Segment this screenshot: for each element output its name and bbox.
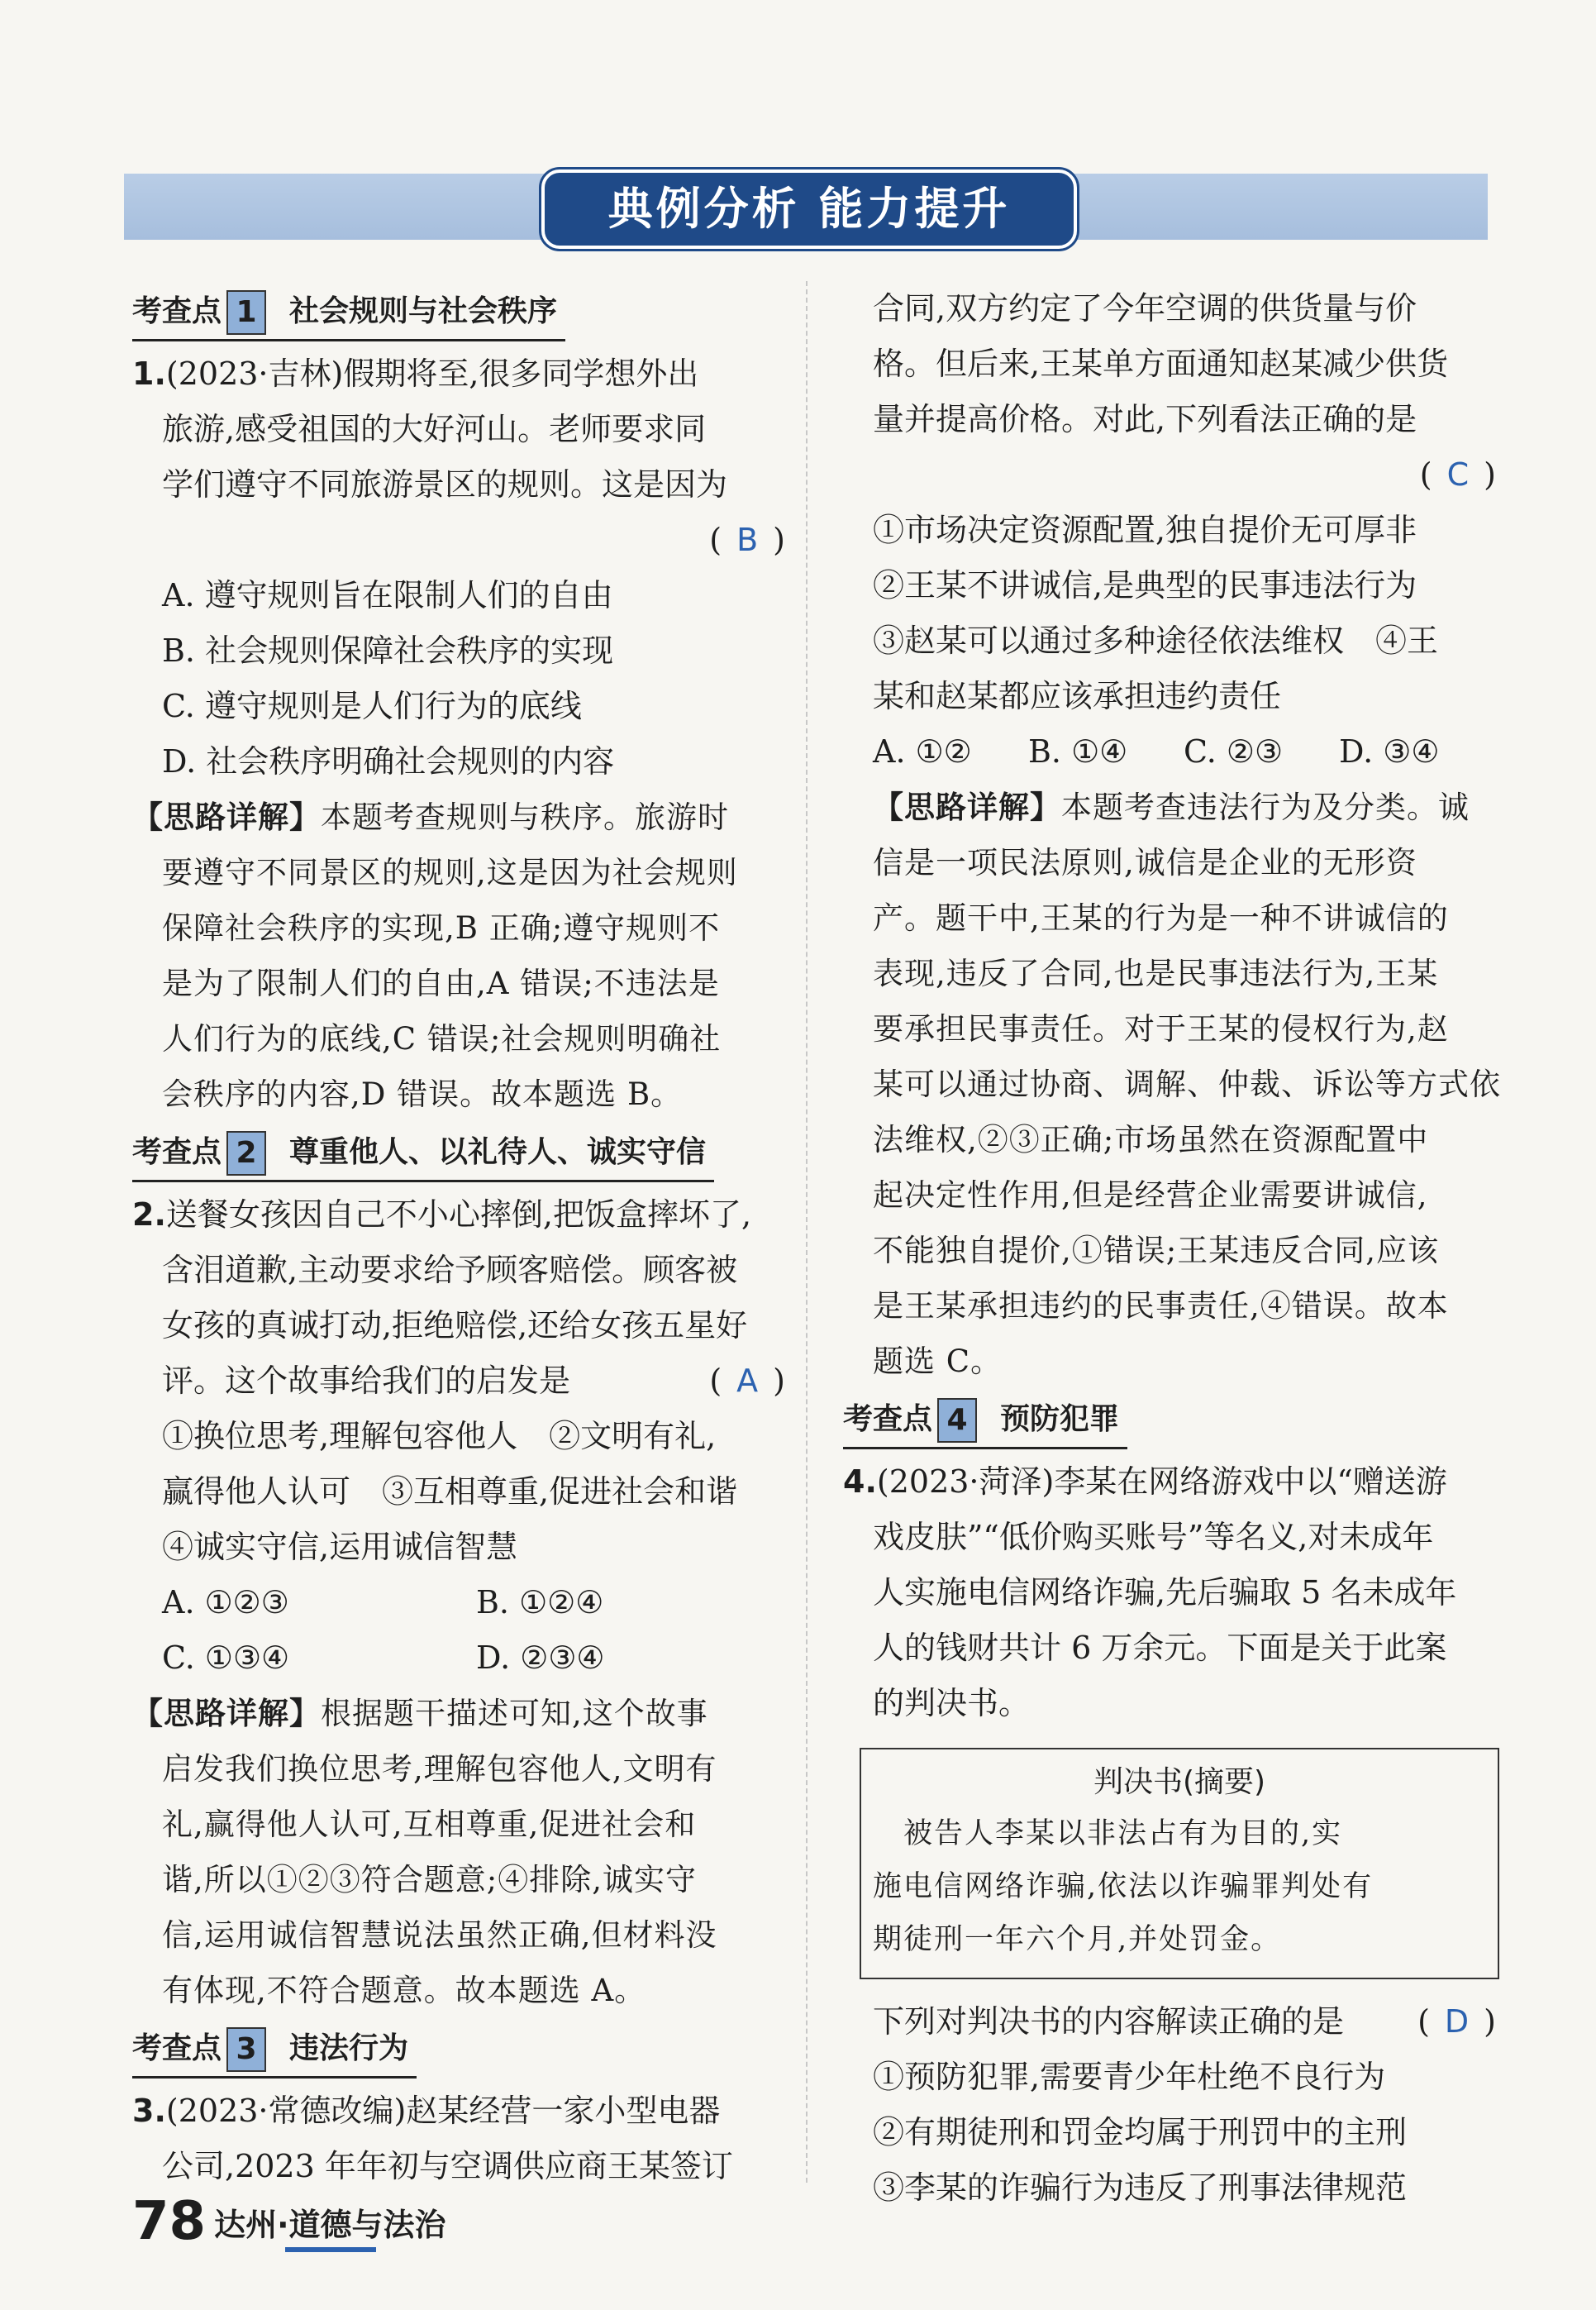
question-1 [132, 346, 785, 1122]
option-d: D. 社会秩序明确社会规则的内容 [162, 743, 615, 780]
option-b: B. ①②④ [476, 1584, 604, 1620]
explanation-line [132, 790, 785, 845]
key-point-title: 预防犯罪 [1000, 1402, 1120, 1436]
explanation-line: 法维权,②③正确;市场虽然在资源配置中 [873, 1122, 1429, 1157]
explanation-text: 本题考查规则与秩序。旅游时 [321, 799, 729, 835]
page-number: 78 [132, 2191, 207, 2252]
options-row [843, 724, 1496, 780]
option-d: D. ②③④ [476, 1639, 605, 1676]
answer: C [1446, 456, 1470, 493]
explanation-line [843, 780, 1496, 835]
choice-item: ①预防犯罪,需要青少年杜绝不良行为 [873, 2059, 1386, 2095]
option-a: A. 遵守规则旨在限制人们的自由 [162, 577, 613, 613]
explanation-line: 某可以通过协商、调解、仲裁、诉讼等方式依 [873, 1067, 1501, 1102]
left-column [132, 281, 785, 2194]
right-column [843, 281, 1501, 2216]
judgement-title: 判决书(摘要) [1093, 1765, 1266, 1799]
option-c: C. ②③ [1184, 733, 1284, 770]
explanation-line: 信,运用诚信智慧说法虽然正确,但材料没 [162, 1917, 717, 1953]
key-point-2 [132, 1125, 714, 1182]
question-line: 合同,双方约定了今年空调的供货量与价 [873, 290, 1417, 327]
judgement-box [860, 1748, 1499, 1979]
question-4 [843, 1454, 1496, 2216]
explanation-line: 表现,违反了合同,也是民事违法行为,王某 [873, 956, 1439, 991]
option-b: B. 社会规则保障社会秩序的实现 [162, 632, 614, 669]
explanation-line: 题选 C。 [873, 1344, 1003, 1379]
option-c: C. ①③④ [162, 1639, 290, 1676]
explanation-text: 根据题干描述可知,这个故事 [321, 1696, 708, 1731]
explanation-tag: 【思路详解】 [132, 1696, 321, 1731]
choice-item: 某和赵某都应该承担违约责任 [873, 678, 1282, 714]
question-line: 量并提高价格。对此,下列看法正确的是 [873, 401, 1417, 437]
choice-item: ④诚实守信,运用诚信智慧 [162, 1529, 518, 1565]
explanation-tag: 【思路详解】 [873, 790, 1061, 825]
options-row [132, 1575, 785, 1630]
explanation-line: 要承担民事责任。对于王某的侵权行为,赵 [873, 1011, 1449, 1047]
question-text: 送餐女孩因自己不小心摔倒,把饭盒摔坏了, [165, 1196, 752, 1233]
option-b: B. ①④ [1028, 733, 1128, 770]
question-3-start [132, 2083, 785, 2194]
footer-text: 达州·道德与法治 [214, 2206, 446, 2243]
key-point-3 [132, 2021, 417, 2079]
explanation-line: 有体现,不符合题意。故本题选 A。 [162, 1973, 646, 2008]
explanation-line: 保障社会秩序的实现,B 正确;遵守规则不 [162, 910, 721, 946]
question-2 [132, 1187, 785, 2018]
choice-item: ②王某不讲诚信,是典型的民事违法行为 [873, 567, 1417, 604]
column-divider [806, 281, 808, 2183]
key-point-title: 社会规则与社会秩序 [289, 294, 558, 328]
answer: A [736, 1363, 759, 1399]
question-text: (2023·吉林)假期将至,很多同学想外出 [165, 356, 699, 392]
question-text: (2023·常德改编)赵某经营一家小型电器 [165, 2093, 721, 2129]
option-a: A. ①② [873, 733, 972, 770]
explanation-line: 信是一项民法原则,诚信是企业的无形资 [873, 845, 1417, 881]
explanation-tag: 【思路详解】 [132, 799, 321, 835]
explanation-line: 礼,赢得他人认可,互相尊重,促进社会和 [162, 1806, 697, 1842]
explanation-line: 不能独自提价,①错误;王某违反合同,应该 [873, 1233, 1439, 1268]
judgement-line: 被告人李某以非法占有为目的,实 [873, 1817, 1343, 1850]
explanation-line: 是为了限制人们的自由,A 错误;不违法是 [162, 966, 720, 1001]
choice-item: ③李某的诈骗行为违反了刑事法律规范 [873, 2169, 1408, 2206]
explanation-line: 会秩序的内容,D 错误。故本题选 B。 [162, 1076, 683, 1112]
key-point-title: 尊重他人、以礼待人、诚实守信 [289, 1135, 707, 1169]
choice-item: ③赵某可以通过多种途径依法维权 ④王 [873, 623, 1439, 659]
question-line [132, 1353, 785, 1409]
key-point-number: 1 [226, 290, 266, 335]
question-line: 戏皮肤”“低价购买账号”等名义,对未成年 [873, 1519, 1434, 1555]
key-point-label: 考查点 [132, 1135, 222, 1169]
key-point-label: 考查点 [843, 1402, 933, 1436]
choice-item: ①换位思考,理解包容他人 ②文明有礼, [162, 1418, 717, 1454]
question-number: 3. [132, 2093, 166, 2129]
question-line: 人实施电信网络诈骗,先后骗取 5 名未成年 [873, 1574, 1457, 1611]
choice-item: ②有期徒刑和罚金均属于刑罚中的主刑 [873, 2114, 1408, 2150]
judgement-line: 期徒刑一年六个月,并处罚金。 [873, 1923, 1282, 1956]
explanation-line: 谐,所以①②③符合题意;④排除,诚实守 [162, 1862, 697, 1897]
explanation-line [132, 1686, 785, 1741]
footer-underline [285, 2247, 376, 2252]
explanation-line: 产。题干中,王某的行为是一种不讲诚信的 [873, 900, 1449, 936]
question-line: 含泪道歉,主动要求给予顾客赔偿。顾客被 [162, 1252, 738, 1288]
explanation-line: 起决定性作用,但是经营企业需要讲诚信, [873, 1177, 1428, 1213]
option-c: C. 遵守规则是人们行为的底线 [162, 688, 582, 724]
question-line: 公司,2023 年年初与空调供应商王某签订 [162, 2148, 733, 2184]
question-line: 学们遵守不同旅游景区的规则。这是因为 [162, 466, 728, 503]
question-line: 旅游,感受祖国的大好河山。老师要求同 [162, 411, 707, 447]
question-line: 的判决书。 [873, 1685, 1031, 1721]
question-number: 2. [132, 1196, 166, 1233]
explanation-line: 是王某承担违约的民事责任,④错误。故本 [873, 1288, 1449, 1324]
question-line [132, 346, 785, 402]
question-line: 女孩的真诚打动,拒绝赔偿,还给女孩五星好 [162, 1307, 748, 1344]
key-point-number: 3 [226, 2027, 266, 2072]
answer: D [1444, 2003, 1470, 2040]
choice-item: 赢得他人认可 ③互相尊重,促进社会和谐 [162, 1473, 738, 1510]
key-point-1 [132, 284, 565, 341]
question-line [132, 1187, 785, 1243]
explanation-line: 启发我们换位思考,理解包容他人,文明有 [162, 1751, 717, 1787]
question-line [132, 2083, 785, 2139]
options-row [132, 1630, 785, 1686]
explanation-line: 人们行为的底线,C 错误;社会规则明确社 [162, 1021, 722, 1057]
key-point-number: 2 [226, 1131, 266, 1176]
question-line [843, 1454, 1496, 1510]
explanation-text: 本题考查违法行为及分类。诚 [1061, 790, 1470, 825]
key-point-number: 4 [937, 1398, 977, 1443]
key-point-4 [843, 1392, 1127, 1449]
question-3-continued [843, 281, 1501, 1389]
question-text: 下列对判决书的内容解读正确的是 [873, 2003, 1345, 2040]
answer-bracket: ( B ) [709, 522, 785, 558]
question-number: 4. [843, 1463, 877, 1500]
key-point-label: 考查点 [132, 294, 222, 328]
answer: B [736, 522, 759, 558]
explanation-line: 要遵守不同景区的规则,这是因为社会规则 [162, 855, 738, 890]
option-a: A. ①②③ [162, 1584, 289, 1620]
question-number: 1. [132, 356, 166, 392]
section-title: 典例分析 能力提升 [541, 169, 1077, 249]
question-line: 人的钱财共计 6 万余元。下面是关于此案 [873, 1630, 1447, 1666]
question-text: (2023·菏泽)李某在网络游戏中以“赠送游 [876, 1463, 1447, 1500]
question-line [843, 1994, 1496, 2050]
question-line: 格。但后来,王某单方面通知赵某减少供货 [873, 346, 1449, 382]
key-point-title: 违法行为 [289, 2031, 409, 2065]
answer-bracket: ( A ) [709, 1363, 785, 1399]
answer-bracket: ( D ) [1417, 2003, 1496, 2040]
judgement-line: 施电信网络诈骗,依法以诈骗罪判处有 [873, 1870, 1374, 1903]
option-d: D. ③④ [1339, 733, 1440, 770]
choice-item: ①市场决定资源配置,独自提价无可厚非 [873, 512, 1417, 548]
question-text: 评。这个故事给我们的启发是 [162, 1363, 571, 1399]
key-point-label: 考查点 [132, 2031, 222, 2065]
answer-bracket: ( C ) [1419, 456, 1496, 493]
page-footer [132, 2191, 446, 2252]
